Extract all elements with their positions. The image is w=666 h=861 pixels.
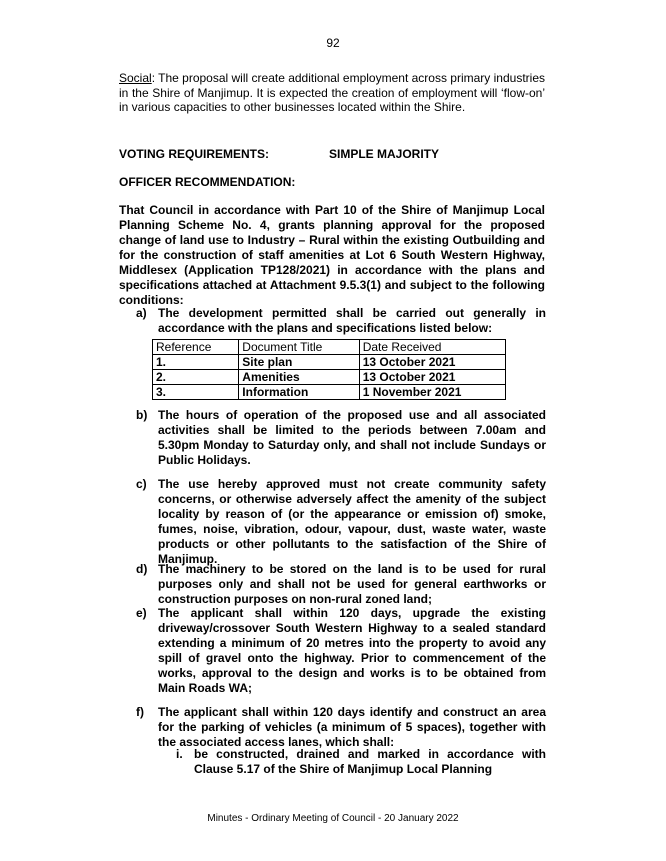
condition-a xyxy=(136,306,546,336)
sub-item-label: i. xyxy=(176,747,183,761)
condition-label: e) xyxy=(136,606,147,620)
table-cell: Amenities xyxy=(239,370,359,385)
condition-label: f) xyxy=(136,705,144,719)
condition-label: b) xyxy=(136,408,148,422)
condition-text: The applicant shall within 120 days identify and construct an area for the parking of vehicles (a minimum of 5 spaces), together with the associated access lanes, which shall: xyxy=(158,705,546,749)
social-label: Social xyxy=(119,71,152,85)
sub-item-i xyxy=(176,747,546,777)
table-header: Date Received xyxy=(359,340,505,355)
table-row xyxy=(153,385,506,400)
page-number: 92 xyxy=(326,36,340,50)
table-cell: 1 November 2021 xyxy=(359,385,505,400)
social-text: : The proposal will create additional employment across primary industries in the Shire of Manjimup. It is expected the creation of employment will ‘flow-on’ in various capacities to other businesses located within the Shire. xyxy=(119,71,545,114)
table-row xyxy=(153,355,506,370)
table-cell: 13 October 2021 xyxy=(359,370,505,385)
table-header: Reference xyxy=(153,340,239,355)
voting-value: SIMPLE MAJORITY xyxy=(329,147,440,161)
recommendation-intro: That Council in accordance with Part 10 of the Shire of Manjimup Local Planning Scheme No. 4, grants planning approval for the proposed change of land use to Industry – Rural within the existing Outbuilding and for the construction of staff amenities at Lot 6 South Western Highway, Middlesex (Application TP128/2021) in accordance with the plans and specifications attached at Attachment 9.5.3(1) and subject to the following conditions: xyxy=(119,203,545,307)
condition-label: d) xyxy=(136,562,148,576)
table-cell: Site plan xyxy=(239,355,359,370)
voting-requirements xyxy=(119,147,440,161)
condition-label: c) xyxy=(136,477,147,491)
social-paragraph xyxy=(119,71,545,115)
table-header: Document Title xyxy=(239,340,359,355)
condition-b xyxy=(136,408,546,468)
officer-recommendation-heading: OFFICER RECOMMENDATION: xyxy=(119,175,296,189)
documents-table xyxy=(152,339,506,400)
voting-label: VOTING REQUIREMENTS: xyxy=(119,147,270,161)
condition-f xyxy=(136,705,546,750)
condition-d xyxy=(136,562,546,607)
table-cell: 13 October 2021 xyxy=(359,355,505,370)
table-cell: 2. xyxy=(153,370,239,385)
condition-label: a) xyxy=(136,306,147,320)
sub-item-text: be constructed, drained and marked in accordance with Clause 5.17 of the Shire of Manjimup Local Planning xyxy=(194,747,546,776)
condition-text: The development permitted shall be carried out generally in accordance with the plans and specifications listed below: xyxy=(158,306,546,335)
condition-c xyxy=(136,477,546,567)
condition-text: The use hereby approved must not create community safety concerns, or otherwise adversely affect the amenity of the subject locality by reason of (or the appearance or emission of) smoke, fumes, noise, vibration, odour, vapour, dust, waste water, waste products or other pollutants to the satisfaction of the Shire of Manjimup. xyxy=(158,477,546,566)
page-footer: Minutes - Ordinary Meeting of Council - 20 January 2022 xyxy=(207,813,459,824)
table-header-row xyxy=(153,340,506,355)
table-cell: 1. xyxy=(153,355,239,370)
condition-text: The applicant shall within 120 days, upgrade the existing driveway/crossover South Western Highway to a sealed standard extending a minimum of 20 metres into the property to avoid any spill of gravel onto the highway. Prior to commencement of the works, approval to the design and works is to be obtained from Main Roads WA; xyxy=(158,606,546,695)
condition-text: The machinery to be stored on the land is to be used for rural purposes only and shall not be used for general earthworks or construction purposes on non-rural zoned land; xyxy=(158,562,546,606)
table-cell: 3. xyxy=(153,385,239,400)
condition-e xyxy=(136,606,546,696)
table-row xyxy=(153,370,506,385)
table-cell: Information xyxy=(239,385,359,400)
condition-text: The hours of operation of the proposed use and all associated activities shall be limited to the periods between 7.00am and 5.30pm Monday to Saturday only, and shall not include Sundays or Public Holidays. xyxy=(158,408,546,467)
